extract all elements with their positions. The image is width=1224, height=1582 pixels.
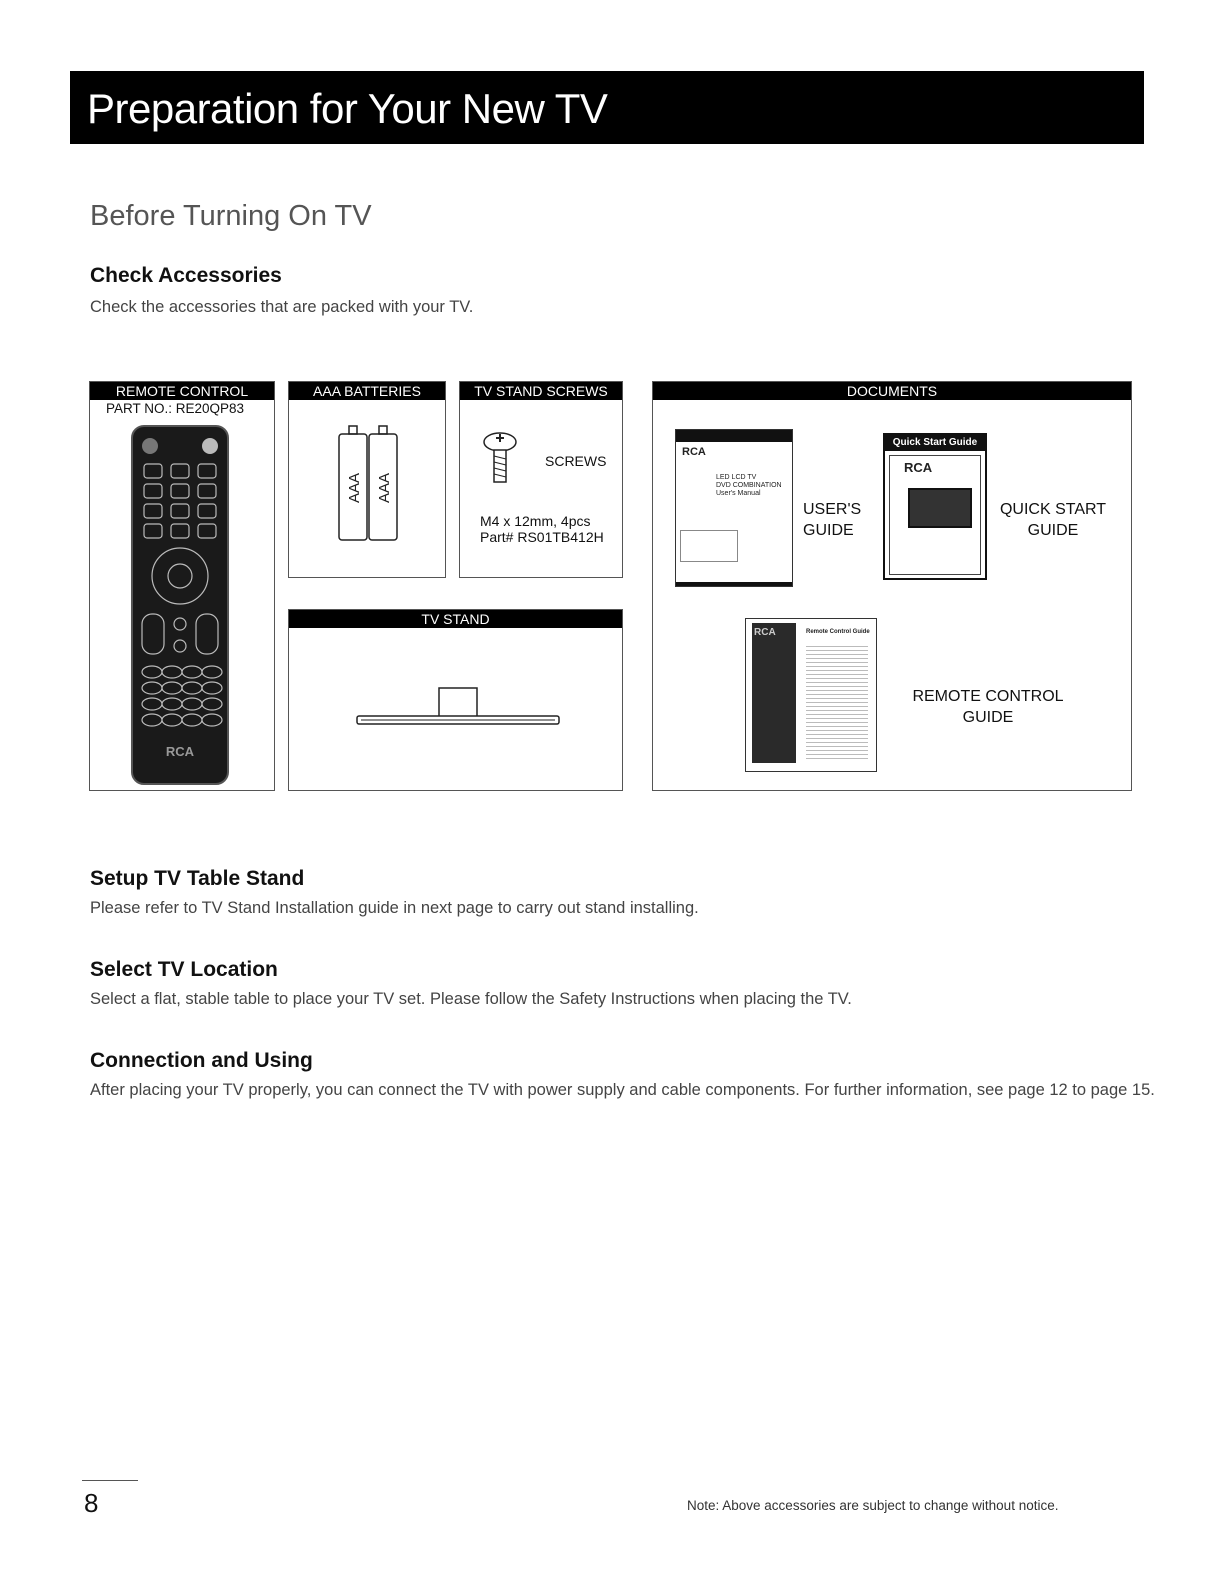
page-title: Preparation for Your New TV xyxy=(87,85,608,132)
battery-label-1: AAA xyxy=(346,472,363,504)
check-accessories-text: Check the accessories that are packed with your TV. xyxy=(90,298,474,316)
remote-brand-logo: RCA xyxy=(165,744,195,759)
quick-start-guide-thumbnail xyxy=(883,433,987,580)
remote-part-number: PART NO.: RE20QP83 xyxy=(106,401,245,416)
documents-box xyxy=(652,381,1132,791)
battery-label-2: AAA xyxy=(376,472,393,504)
screws-header: TV STAND SCREWS xyxy=(460,382,622,400)
quick-start-cover-title: Quick Start Guide xyxy=(885,435,985,451)
quick-start-brand: RCA xyxy=(904,460,933,475)
tv-stand-header: TV STAND xyxy=(289,610,622,628)
check-accessories-heading: Check Accessories xyxy=(90,264,282,287)
select-location-text: Select a flat, stable table to place your TV set. Please follow the Safety Instructions when placing the TV. xyxy=(90,990,852,1008)
users-guide-label: USER'S GUIDE xyxy=(803,501,862,539)
remote-guide-cover-title: Remote Control Guide xyxy=(806,629,870,635)
documents-header: DOCUMENTS xyxy=(653,382,1131,400)
batteries-box xyxy=(288,381,446,578)
footer-rule xyxy=(82,1480,138,1481)
select-location-heading: Select TV Location xyxy=(90,958,278,981)
remote-control-guide-label: REMOTE CONTROL GUIDE xyxy=(912,688,1064,726)
remote-control-box xyxy=(89,381,275,791)
battery-icon xyxy=(337,424,399,544)
users-guide-cover-title: LED LCD TV DVD COMBINATION User's Manual xyxy=(716,474,782,497)
users-guide-brand: RCA xyxy=(682,446,706,458)
connection-heading: Connection and Using xyxy=(90,1049,313,1072)
remote-control-header: REMOTE CONTROL xyxy=(90,382,274,400)
remote-control-illustration xyxy=(130,424,230,788)
screws-part-number: Part# RS01TB412H xyxy=(480,529,604,545)
users-guide-thumbnail xyxy=(675,429,793,587)
screw-icon xyxy=(482,432,518,486)
section-title: Before Turning On TV xyxy=(90,200,372,232)
quick-start-guide-label: QUICK START GUIDE xyxy=(999,501,1107,539)
page-number: 8 xyxy=(84,1488,99,1518)
remote-control-guide-thumbnail xyxy=(745,618,877,772)
tv-stand-illustration xyxy=(353,682,563,732)
tv-stand-box xyxy=(288,609,623,791)
footer-note: Note: Above accessories are subject to change without notice. xyxy=(687,1498,1059,1513)
title-banner xyxy=(70,71,1144,144)
screws-label: SCREWS xyxy=(545,453,607,469)
remote-guide-brand: RCA xyxy=(754,627,776,638)
screws-box xyxy=(459,381,623,578)
batteries-header: AAA BATTERIES xyxy=(289,382,445,400)
setup-stand-heading: Setup TV Table Stand xyxy=(90,867,305,890)
connection-text: After placing your TV properly, you can connect the TV with power supply and cable components. For further information, see page 12 to page 15. xyxy=(90,1081,1155,1099)
setup-stand-text: Please refer to TV Stand Installation guide in next page to carry out stand installing. xyxy=(90,899,699,917)
screws-spec: M4 x 12mm, 4pcs xyxy=(480,513,591,529)
